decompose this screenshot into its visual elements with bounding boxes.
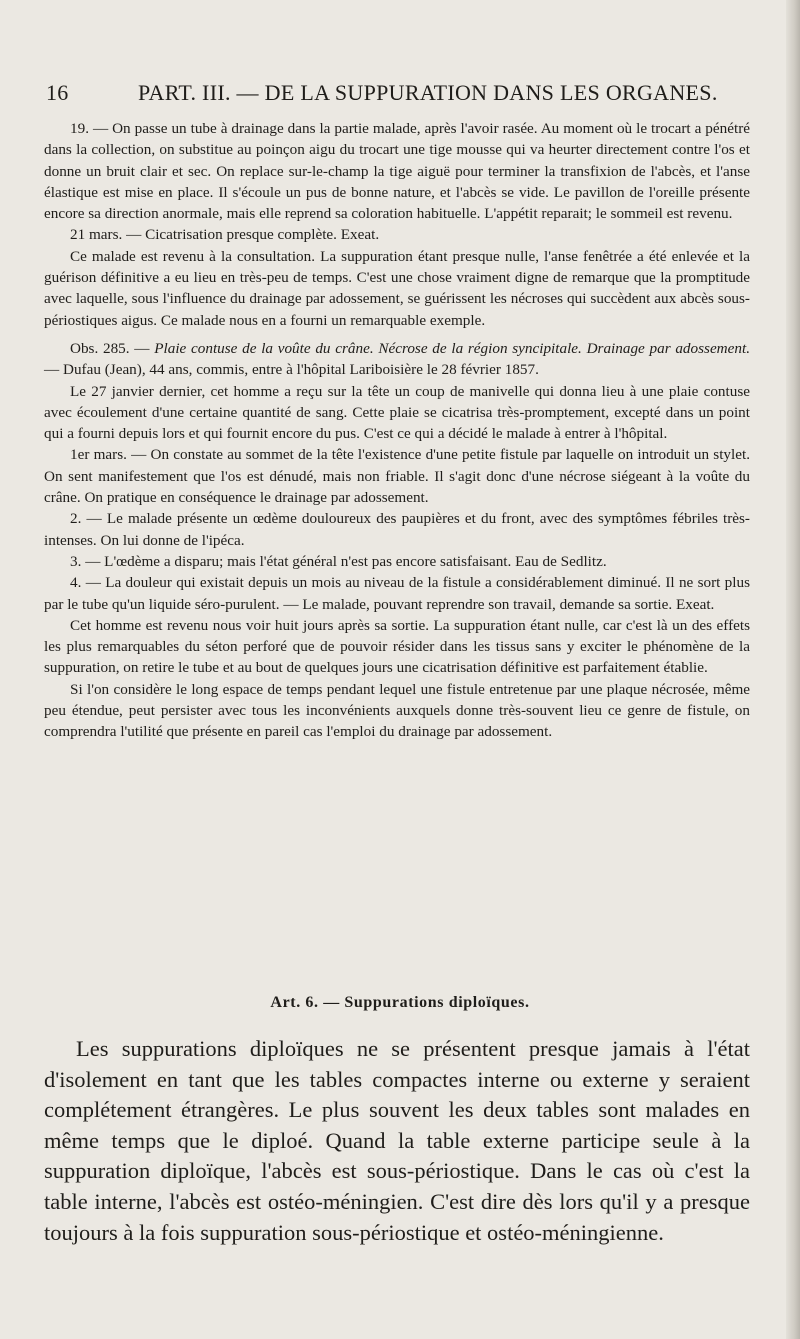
paragraph: Les suppurations diploïques ne se présentent presque jamais à l'état d'isolement en tant que les tables compactes interne ou externe y seraient complétement étrangères. Le plus souvent les deux tables sont malades en même temps que le diploé. Quand la table externe participe seule à la suppuration diploïque, l'abcès est sous-périostique. Dans le cas où c'est la table interne, l'abcès est ostéo-méningien. C'est dire dès lors qu'il y a presque toujours à la fois suppuration sous-périostique et ostéo-méningienne. bbox=[44, 1036, 750, 1245]
page-number: 16 bbox=[46, 80, 69, 105]
paragraph: 1er mars. — On constate au sommet de la tête l'existence d'une petite fistule par laquelle on introduit un stylet. On sent manifestement que l'os est dénudé, mais non friable. Il s'agit donc d'une nécrose siégeant à la voûte du crâne. On pratique en conséquence le drainage par adossement. bbox=[44, 446, 750, 507]
observation-label: Obs. 285. — bbox=[70, 339, 150, 357]
paragraph: Si l'on considère le long espace de temps pendant lequel une fistule entretenue par une plaque nécrosée, même peu étendue, peut persister avec tous les inconvénients auxquels donne très-souvent lieu ce genre de fistule, on comprendra l'utilité que présente en pareil cas l'emploi du drainage par adossement. bbox=[44, 680, 750, 741]
paragraph: 3. — L'œdème a disparu; mais l'état général n'est pas encore satisfaisant. Eau de Sedlitz. bbox=[70, 552, 607, 570]
paragraph: Ce malade est revenu à la consultation. La suppuration étant presque nulle, l'anse fenêtrée a été enlevée et la guérison définitive a eu lieu en très-peu de temps. C'est une chose vraiment digne de remarque que la promptitude avec laquelle, sous l'influence du drainage par adossement, se guérissent les nécroses qui succèdent aux abcès sous-périostiques aigus. Ce malade nous en a fourni un remarquable exemple. bbox=[44, 247, 750, 329]
page-header bbox=[46, 80, 746, 108]
observation-patient: — Dufau (Jean), 44 ans, commis, entre à l'hôpital Lariboisière le 28 février 1857. bbox=[44, 361, 539, 379]
paragraph: 4. — La douleur qui existait depuis un mois au niveau de la fistule a considérablement diminué. Il ne sort plus par le tube qu'un liquide séro-purulent. — Le malade, pouvant reprendre son travail, demande sa sortie. Exeat. bbox=[44, 574, 750, 613]
page-edge bbox=[786, 0, 800, 1339]
paragraph: 19. — On passe un tube à drainage dans la partie malade, après l'avoir rasée. Au moment où le trocart a pénétré dans la collection, on substitue au poinçon aigu du trocart une tige mousse qui va heurter directement contre l'os et donne un bruit clair et sec. On replace sur-le-champ la tige aiguë pour terminer la transfixion de l'abcès, et l'anse élastique est mise en place. Il s'écoule un pus de bonne nature, et l'abcès se vide. Le pavillon de l'oreille présente encore sa direction anormale, mais elle reprend sa coloration habituelle. L'appétit reparait; le sommeil est revenu. bbox=[44, 120, 750, 223]
article-heading: Art. 6. — Suppurations diploïques. bbox=[270, 994, 530, 1011]
case-text bbox=[44, 118, 750, 743]
observation-title: Plaie contuse de la voûte du crâne. Nécrose de la région syncipitale. Drainage par adossement. bbox=[154, 339, 750, 357]
paragraph: Cet homme est revenu nous voir huit jours après sa sortie. La suppuration étant nulle, car c'est là un des effets les plus remarquables du séton perforé que de pouvoir résider dans les tissus sans y exciter le phénomène de la suppuration, on retire le tube et au bout de quelques jours une cicatrisation définitive est parfaitement établie. bbox=[44, 616, 750, 677]
paragraph: 21 mars. — Cicatrisation presque complète. Exeat. bbox=[70, 226, 380, 244]
running-title: PART. III. — DE LA SUPPURATION DANS LES ORGANES. bbox=[138, 80, 718, 105]
paragraph: Le 27 janvier dernier, cet homme a reçu sur la tête un coup de manivelle qui donna lieu à une plaie contuse avec écoulement d'une certaine quantité de sang. Cette plaie se cicatrisa très-promptement, excepté dans un point qui a fourni depuis lors et qui fournit encore du pus. C'est ce qui a décidé le malade à entrer à l'hôpital. bbox=[44, 382, 750, 443]
paragraph: 2. — Le malade présente un œdème douloureux des paupières et du front, avec des symptômes fébriles très-intenses. On lui donne de l'ipéca. bbox=[44, 510, 750, 549]
observation-heading bbox=[44, 338, 750, 381]
article-text bbox=[44, 1034, 750, 1248]
